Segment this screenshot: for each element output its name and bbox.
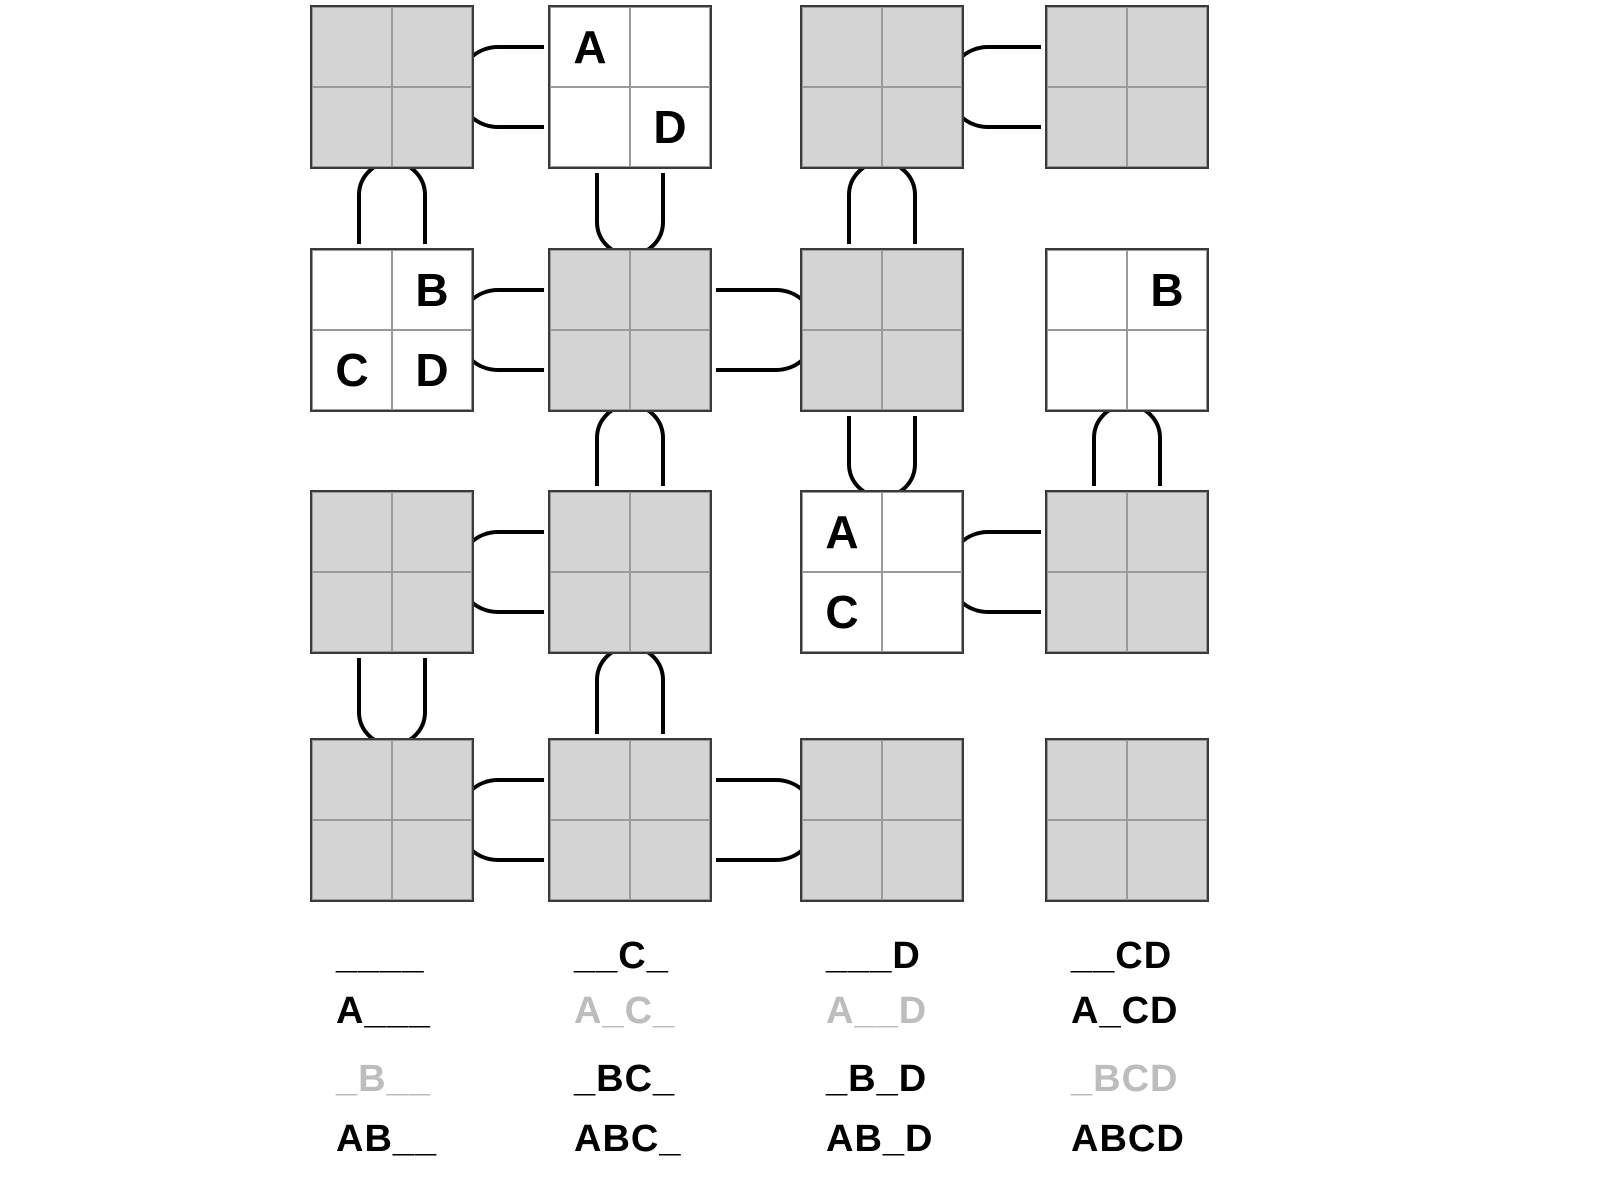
quadrant-r2c2-3 [882,572,962,652]
quadrant-r0c0-0 [312,7,392,87]
quadrant-r0c2-2 [802,87,882,167]
v-c1-r1r2 [597,405,663,486]
legend-label-c2-r3: AB_D [826,1118,934,1160]
quadrant-r2c2-2: C [802,572,882,652]
quadrant-r0c3-1 [1127,7,1207,87]
v-c1-r0r1 [597,173,663,255]
quadrant-r1c1-2 [550,330,630,410]
v-c0-r0r1 [359,162,425,244]
quadrant-r0c1-0: A [550,7,630,87]
quadrant-r0c0-1 [392,7,472,87]
quadrant-r0c2-3 [882,87,962,167]
quadrant-r2c0-1 [392,492,472,572]
legend-label-c1-r2: _BC_ [574,1058,676,1100]
quadrant-r2c1-2 [550,572,630,652]
set-cell-r1c1[interactable] [548,248,712,412]
quadrant-r1c0-1: B [392,250,472,330]
set-cell-r0c2[interactable] [800,5,964,169]
legend-label-c0-r0: ____ [336,935,425,977]
set-cell-r1c3[interactable] [1045,248,1209,412]
quadrant-r0c1-2 [550,87,630,167]
quadrant-r2c1-1 [630,492,710,572]
quadrant-r0c3-3 [1127,87,1207,167]
quadrant-r1c0-3: D [392,330,472,410]
quadrant-r3c1-0 [550,740,630,820]
quadrant-r1c2-0 [802,250,882,330]
v-c2-r1r2 [849,416,915,497]
legend-label-c2-r1: A__D [826,990,928,1032]
quadrant-r1c2-2 [802,330,882,410]
quadrant-r3c3-2 [1047,820,1127,900]
legend-label-c0-r3: AB__ [336,1118,438,1160]
quadrant-r2c2-1 [882,492,962,572]
set-cell-r1c2[interactable] [800,248,964,412]
quadrant-r1c3-1: B [1127,250,1207,330]
legend-label-c3-r1: A_CD [1071,990,1179,1032]
quadrant-r2c1-0 [550,492,630,572]
legend-label-c1-r3: ABC_ [574,1118,682,1160]
legend-label-c3-r2: _BCD [1071,1058,1179,1100]
quadrant-r2c0-2 [312,572,392,652]
quadrant-r0c0-3 [392,87,472,167]
legend-label-c3-r3: ABCD [1071,1118,1185,1160]
v-c3-r1r2 [1094,405,1160,486]
set-cell-r1c0[interactable] [310,248,474,412]
quadrant-r3c2-3 [882,820,962,900]
quadrant-r1c1-1 [630,250,710,330]
quadrant-r3c2-2 [802,820,882,900]
quadrant-r3c2-0 [802,740,882,820]
quadrant-r3c1-1 [630,740,710,820]
quadrant-r0c3-0 [1047,7,1127,87]
set-cell-r3c0[interactable] [310,738,474,902]
quadrant-r0c0-2 [312,87,392,167]
legend-label-c1-r0: __C_ [574,935,669,977]
quadrant-r3c0-1 [392,740,472,820]
set-cell-r2c0[interactable] [310,490,474,654]
set-cell-r2c2[interactable] [800,490,964,654]
quadrant-r0c3-2 [1047,87,1127,167]
quadrant-r3c3-3 [1127,820,1207,900]
v-c2-r0r1 [849,162,915,244]
quadrant-r2c0-3 [392,572,472,652]
set-cell-r2c3[interactable] [1045,490,1209,654]
quadrant-r1c3-0 [1047,250,1127,330]
set-cell-r3c2[interactable] [800,738,964,902]
quadrant-r3c3-1 [1127,740,1207,820]
quadrant-r2c0-0 [312,492,392,572]
quadrant-r1c3-3 [1127,330,1207,410]
quadrant-r1c0-2: C [312,330,392,410]
quadrant-r2c3-3 [1127,572,1207,652]
quadrant-r2c1-3 [630,572,710,652]
quadrant-r3c1-3 [630,820,710,900]
quadrant-r3c0-0 [312,740,392,820]
quadrant-r2c3-0 [1047,492,1127,572]
set-cell-r0c1[interactable] [548,5,712,169]
quadrant-r3c1-2 [550,820,630,900]
quadrant-r0c1-1 [630,7,710,87]
quadrant-r1c1-0 [550,250,630,330]
quadrant-r1c2-3 [882,330,962,410]
quadrant-r1c0-0 [312,250,392,330]
quadrant-r0c1-3: D [630,87,710,167]
set-cell-r0c0[interactable] [310,5,474,169]
legend-label-c0-r2: _B__ [336,1058,431,1100]
quadrant-r2c3-2 [1047,572,1127,652]
legend-label-c2-r0: ___D [826,935,921,977]
quadrant-r3c3-0 [1047,740,1127,820]
v-c1-r2r3 [597,647,663,734]
quadrant-r1c1-3 [630,330,710,410]
quadrant-r2c2-0: A [802,492,882,572]
set-cell-r3c3[interactable] [1045,738,1209,902]
quadrant-r3c2-1 [882,740,962,820]
v-c0-r2r3 [359,658,425,745]
legend-label-c3-r0: __CD [1071,935,1173,977]
quadrant-r0c2-1 [882,7,962,87]
legend-label-c0-r1: A___ [336,990,431,1032]
legend-label-c2-r2: _B_D [826,1058,928,1100]
quadrant-r2c3-1 [1127,492,1207,572]
quadrant-r3c0-2 [312,820,392,900]
set-cell-r2c1[interactable] [548,490,712,654]
quadrant-r3c0-3 [392,820,472,900]
legend-label-c1-r1: A_C_ [574,990,676,1032]
quadrant-r0c2-0 [802,7,882,87]
set-cell-r0c3[interactable] [1045,5,1209,169]
quadrant-r1c3-2 [1047,330,1127,410]
set-cell-r3c1[interactable] [548,738,712,902]
quadrant-r1c2-1 [882,250,962,330]
